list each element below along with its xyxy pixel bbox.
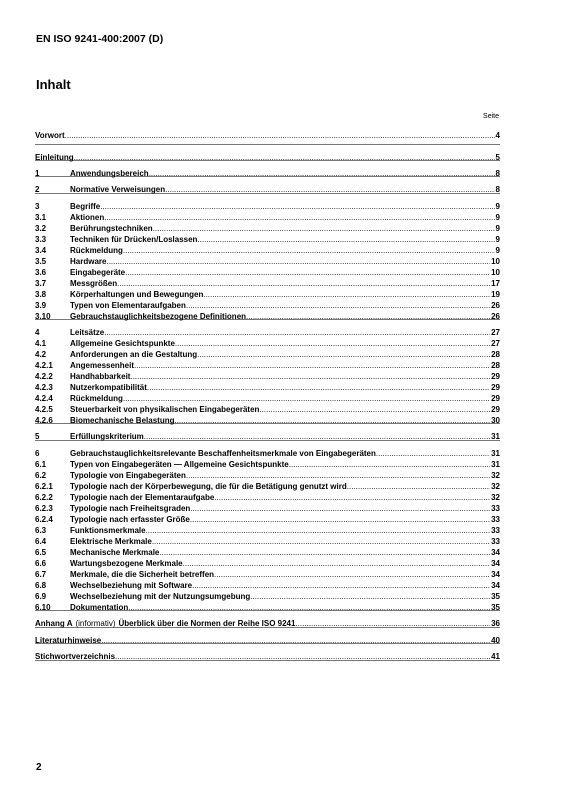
toc-entry-page: 33 bbox=[491, 526, 500, 535]
toc-entry[interactable] bbox=[35, 431, 500, 442]
toc-entry[interactable] bbox=[35, 651, 500, 662]
toc-entry[interactable] bbox=[35, 448, 500, 459]
toc-entry-number: 3 bbox=[35, 202, 40, 211]
toc-entry-title: Normative Verweisungen bbox=[70, 185, 166, 194]
toc-entry-number: 1 bbox=[35, 169, 40, 178]
toc-entry-page: 29 bbox=[491, 405, 500, 414]
toc-entry[interactable] bbox=[35, 152, 500, 163]
toc-entry[interactable] bbox=[35, 536, 500, 547]
toc-entry[interactable] bbox=[35, 130, 500, 141]
toc-leader-dots bbox=[347, 481, 490, 492]
toc-entry-number: 4.2.6 bbox=[35, 416, 53, 425]
toc-entry[interactable] bbox=[35, 602, 500, 613]
toc-entry-number: 4.2.5 bbox=[35, 405, 53, 414]
toc-leader-dots bbox=[197, 349, 490, 360]
toc-entry-title: Mechanische Merkmale bbox=[70, 548, 160, 557]
toc-entry[interactable] bbox=[35, 525, 500, 536]
toc-entry-title: Typen von Elementaraufgaben bbox=[70, 301, 186, 310]
toc-entry[interactable] bbox=[35, 393, 500, 404]
toc-leader-dots bbox=[165, 184, 494, 195]
toc-entry-page: 41 bbox=[491, 652, 500, 661]
toc-entry-page: 9 bbox=[495, 213, 500, 222]
toc-entry-number: 3.3 bbox=[35, 235, 47, 244]
toc-entry-number: 4 bbox=[35, 328, 40, 337]
toc-entry[interactable] bbox=[35, 223, 500, 234]
toc-leader-dots bbox=[214, 492, 490, 503]
toc-entry-title: Handhabbarkeit bbox=[70, 372, 131, 381]
toc-entry-number: 3.4 bbox=[35, 246, 47, 255]
page-title: Inhalt bbox=[36, 77, 71, 92]
toc-entry[interactable] bbox=[35, 382, 500, 393]
toc-leader-dots bbox=[125, 267, 490, 278]
toc-entry[interactable] bbox=[35, 201, 500, 212]
toc-entry[interactable] bbox=[35, 558, 500, 569]
toc-entry-number: 3.5 bbox=[35, 257, 47, 266]
toc-leader-dots bbox=[183, 558, 490, 569]
toc-entry-page: 10 bbox=[491, 257, 500, 266]
toc-leader-dots bbox=[149, 168, 495, 179]
toc-entry-number: Stichwortverzeichnis bbox=[35, 652, 116, 661]
document-header: EN ISO 9241-400:2007 (D) bbox=[36, 33, 164, 45]
toc-entry-page: 28 bbox=[491, 350, 500, 359]
toc-entry-page: 31 bbox=[491, 449, 500, 458]
toc-entry[interactable] bbox=[35, 289, 500, 300]
toc-entry-page: 31 bbox=[491, 432, 500, 441]
toc-entry-title: Rückmeldung bbox=[70, 246, 123, 255]
toc-leader-dots bbox=[152, 536, 490, 547]
toc-entry-title: Gebrauchstauglichkeitsrelevante Beschaffenheitsmerkmale von Eingabegeräten bbox=[70, 449, 376, 458]
toc-entry[interactable] bbox=[35, 300, 500, 311]
toc-entry-number: 3.7 bbox=[35, 279, 47, 288]
toc-leader-dots bbox=[104, 327, 490, 338]
toc-entry-page: 28 bbox=[491, 361, 500, 370]
toc-entry-title: Typologie nach erfasster Größe bbox=[70, 515, 190, 524]
toc-entry-page: 32 bbox=[491, 482, 500, 491]
toc-leader-dots bbox=[74, 152, 495, 163]
toc-entry-page: 30 bbox=[491, 416, 500, 425]
toc-entry-page: 32 bbox=[491, 493, 500, 502]
toc-leader-dots bbox=[259, 404, 490, 415]
toc-leader-dots bbox=[123, 393, 490, 404]
toc-entry-number: Literaturhinweise bbox=[35, 636, 102, 645]
toc-entry-page: 35 bbox=[491, 603, 500, 612]
toc-entry-number: 4.2.2 bbox=[35, 372, 53, 381]
toc-leader-dots bbox=[100, 201, 494, 212]
toc-leader-dots bbox=[376, 448, 490, 459]
toc-leader-dots bbox=[214, 569, 490, 580]
toc-entry-page: 9 bbox=[495, 224, 500, 233]
toc-leader-dots bbox=[117, 278, 490, 289]
toc-leader-dots bbox=[175, 338, 490, 349]
toc-entry-number: 3.9 bbox=[35, 301, 47, 310]
toc-entry-page: 26 bbox=[491, 301, 500, 310]
toc-entry[interactable] bbox=[35, 415, 500, 426]
toc-entry-title: Überblick über die Normen der Reihe ISO 9241 bbox=[118, 619, 296, 628]
toc-entry-title: Techniken für Drücken/Loslassen bbox=[70, 235, 198, 244]
toc-entry-number: 4.2 bbox=[35, 350, 47, 359]
toc-entry[interactable] bbox=[35, 360, 500, 371]
toc-leader-dots bbox=[289, 459, 490, 470]
toc-entry-title: Leitsätze bbox=[70, 328, 105, 337]
toc-entry-number: 6.4 bbox=[35, 537, 47, 546]
toc-entry-title: Hardware bbox=[70, 257, 107, 266]
toc-entry-page: 29 bbox=[491, 394, 500, 403]
toc-leader-dots bbox=[250, 591, 490, 602]
toc-entry-title: Dokumentation bbox=[70, 603, 129, 612]
toc-entry-number: 4.2.3 bbox=[35, 383, 53, 392]
toc-entry[interactable] bbox=[35, 514, 500, 525]
toc-entry-title: Wechselbeziehung mit der Nutzungsumgebung bbox=[70, 592, 251, 601]
toc-leader-dots bbox=[159, 547, 490, 558]
page-column-label: Seite bbox=[483, 113, 499, 120]
toc-leader-dots bbox=[115, 651, 490, 662]
toc-entry-page: 33 bbox=[491, 515, 500, 524]
toc-entry-title: Anforderungen an die Gestaltung bbox=[70, 350, 198, 359]
toc-entry-number: 6.2 bbox=[35, 471, 47, 480]
toc-leader-dots bbox=[134, 360, 490, 371]
toc-entry-number: 6.10 bbox=[35, 603, 51, 612]
toc-leader-dots bbox=[104, 212, 494, 223]
toc-entry[interactable] bbox=[35, 481, 500, 492]
toc-entry-title: Anwendungsbereich bbox=[70, 169, 149, 178]
toc-entry-number: 2 bbox=[35, 185, 40, 194]
toc-entry-page: 34 bbox=[491, 548, 500, 557]
toc-entry[interactable] bbox=[35, 184, 500, 195]
toc-entry-title: Eingabegeräte bbox=[70, 268, 126, 277]
toc-entry-number: 6.6 bbox=[35, 559, 47, 568]
toc-entry-page: 9 bbox=[495, 246, 500, 255]
toc-leader-dots bbox=[146, 525, 491, 536]
toc-leader-dots bbox=[106, 256, 490, 267]
toc-entry-title: Elektrische Merkmale bbox=[70, 537, 152, 546]
toc-entry-title: Allgemeine Gesichtspunkte bbox=[70, 339, 175, 348]
toc-entry-number: 6.9 bbox=[35, 592, 47, 601]
toc-entry-page: 9 bbox=[495, 202, 500, 211]
toc-entry[interactable] bbox=[35, 371, 500, 382]
toc-entry-title: Typologie nach der Elementaraufgabe bbox=[70, 493, 215, 502]
toc-entry-page: 27 bbox=[491, 339, 500, 348]
toc-entry-number: 3.10 bbox=[35, 312, 51, 321]
toc-entry-number: 6.2.1 bbox=[35, 482, 53, 491]
toc-entry-page: 34 bbox=[491, 570, 500, 579]
toc-entry-page: 33 bbox=[491, 504, 500, 513]
toc-entry-page: 29 bbox=[491, 372, 500, 381]
toc-entry[interactable] bbox=[35, 635, 500, 646]
toc-entry[interactable] bbox=[35, 256, 500, 267]
toc-entry[interactable] bbox=[35, 327, 500, 338]
toc-entry-page: 40 bbox=[491, 636, 500, 645]
toc-entry[interactable] bbox=[35, 278, 500, 289]
toc-entry[interactable] bbox=[35, 580, 500, 591]
toc-entry-number: 3.6 bbox=[35, 268, 47, 277]
toc-entry-page: 19 bbox=[491, 290, 500, 299]
toc-entry-number: 4.1 bbox=[35, 339, 47, 348]
toc-entry-title: Wechselbeziehung mit Software bbox=[70, 581, 193, 590]
toc-entry-number: 3.1 bbox=[35, 213, 47, 222]
toc-entry-page: 5 bbox=[495, 153, 500, 162]
toc-leader-dots bbox=[197, 234, 494, 245]
toc-leader-dots bbox=[295, 618, 490, 629]
toc-entry-number: Anhang A bbox=[35, 619, 73, 628]
toc-entry[interactable] bbox=[35, 618, 500, 629]
page-number: 2 bbox=[36, 762, 42, 773]
toc-entry-page: 33 bbox=[491, 537, 500, 546]
toc-entry-title: Körperhaltungen und Bewegungen bbox=[70, 290, 204, 299]
toc-entry-title: Aktionen bbox=[70, 213, 105, 222]
toc-divider bbox=[35, 144, 500, 145]
toc-entry-number: 6 bbox=[35, 449, 40, 458]
toc-entry[interactable] bbox=[35, 459, 500, 470]
toc-entry-page: 36 bbox=[491, 619, 500, 628]
toc-entry[interactable] bbox=[35, 234, 500, 245]
toc-entry-number: 6.1 bbox=[35, 460, 47, 469]
toc-leader-dots bbox=[144, 431, 490, 442]
toc-entry[interactable] bbox=[35, 591, 500, 602]
toc-entry[interactable] bbox=[35, 168, 500, 179]
toc-entry-title: Messgrößen bbox=[70, 279, 118, 288]
toc-entry-number: 4.2.1 bbox=[35, 361, 53, 370]
toc-entry-title: Merkmale, die die Sicherheit betreffen bbox=[70, 570, 215, 579]
toc-entry[interactable] bbox=[35, 503, 500, 514]
toc-entry-title: Berührungstechniken bbox=[70, 224, 153, 233]
toc-entry-number: 6.5 bbox=[35, 548, 47, 557]
toc-entry-number: 6.3 bbox=[35, 526, 47, 535]
toc-leader-dots bbox=[203, 289, 490, 300]
toc-entry-title: Gebrauchstauglichkeitsbezogene Definitionen bbox=[70, 312, 247, 321]
toc-leader-dots bbox=[246, 311, 490, 322]
toc-leader-dots bbox=[186, 300, 490, 311]
toc-entry[interactable] bbox=[35, 470, 500, 481]
toc-leader-dots bbox=[101, 635, 490, 646]
toc-leader-dots bbox=[190, 514, 490, 525]
toc-entry-title: Begriffe bbox=[70, 202, 101, 211]
toc-entry-page: 10 bbox=[491, 268, 500, 277]
toc-entry-title: Typologie nach der Körperbewegung, die für die Betätigung genutzt wird bbox=[70, 482, 347, 491]
toc-entry-page: 32 bbox=[491, 471, 500, 480]
toc-entry-page: 8 bbox=[495, 169, 500, 178]
toc-entry-number: 3.2 bbox=[35, 224, 47, 233]
toc-entry-title: Typen von Eingabegeräten — Allgemeine Gesichtspunkte bbox=[70, 460, 289, 469]
toc-entry-page: 26 bbox=[491, 312, 500, 321]
toc-leader-dots bbox=[174, 415, 490, 426]
toc-leader-dots bbox=[130, 371, 490, 382]
toc-entry-number: 3.8 bbox=[35, 290, 47, 299]
toc-entry[interactable] bbox=[35, 492, 500, 503]
toc-entry-title: Wartungsbezogene Merkmale bbox=[70, 559, 183, 568]
toc-entry[interactable] bbox=[35, 404, 500, 415]
toc-entry[interactable] bbox=[35, 267, 500, 278]
toc-entry[interactable] bbox=[35, 569, 500, 580]
toc-entry-page: 34 bbox=[491, 581, 500, 590]
toc-entry[interactable] bbox=[35, 311, 500, 322]
toc-entry-page: 8 bbox=[495, 185, 500, 194]
toc-entry[interactable] bbox=[35, 338, 500, 349]
toc-entry-page: 31 bbox=[491, 460, 500, 469]
toc-leader-dots bbox=[65, 130, 495, 141]
toc-leader-dots bbox=[192, 580, 490, 591]
toc-entry-number: 4.2.4 bbox=[35, 394, 53, 403]
toc-entry-title: Typologie nach Freiheitsgraden bbox=[70, 504, 191, 513]
toc-entry-number: Vorwort bbox=[35, 131, 65, 140]
toc-entry-page: 35 bbox=[491, 592, 500, 601]
toc-entry-title: Erfüllungskriterium bbox=[70, 432, 144, 441]
toc-leader-dots bbox=[153, 223, 495, 234]
toc-entry-note: (informativ) bbox=[75, 619, 116, 628]
toc-entry-page: 34 bbox=[491, 559, 500, 568]
toc-leader-dots bbox=[123, 245, 495, 256]
toc-entry-page: 9 bbox=[495, 235, 500, 244]
toc-entry-number: 6.7 bbox=[35, 570, 47, 579]
toc-entry-title: Biomechanische Belastung bbox=[70, 416, 175, 425]
toc-entry-number: 6.2.3 bbox=[35, 504, 53, 513]
toc-leader-dots bbox=[186, 470, 490, 481]
toc-entry-number: 6.2.2 bbox=[35, 493, 53, 502]
toc-entry-title: Typologie von Eingabegeräten bbox=[70, 471, 186, 480]
toc-entry[interactable] bbox=[35, 212, 500, 223]
toc-entry-title: Steuerbarkeit von physikalischen Eingabegeräten bbox=[70, 405, 260, 414]
toc-entry-title: Nutzerkompatibilität bbox=[70, 383, 147, 392]
toc-entry[interactable] bbox=[35, 245, 500, 256]
toc-entry[interactable] bbox=[35, 349, 500, 360]
toc-leader-dots bbox=[190, 503, 490, 514]
toc-entry-title: Funktionsmerkmale bbox=[70, 526, 146, 535]
toc-entry[interactable] bbox=[35, 547, 500, 558]
toc-entry-number: 5 bbox=[35, 432, 40, 441]
toc-entry-page: 29 bbox=[491, 383, 500, 392]
toc-entry-page: 17 bbox=[491, 279, 500, 288]
toc-entry-title: Angemessenheit bbox=[70, 361, 135, 370]
toc-entry-page: 4 bbox=[495, 131, 500, 140]
toc-entry-page: 27 bbox=[491, 328, 500, 337]
toc-entry-number: 6.2.4 bbox=[35, 515, 53, 524]
toc-entry-number: 6.8 bbox=[35, 581, 47, 590]
toc-leader-dots bbox=[128, 602, 490, 613]
toc-entry-number: Einleitung bbox=[35, 153, 74, 162]
toc-entry-title: Rückmeldung bbox=[70, 394, 123, 403]
toc-leader-dots bbox=[147, 382, 490, 393]
